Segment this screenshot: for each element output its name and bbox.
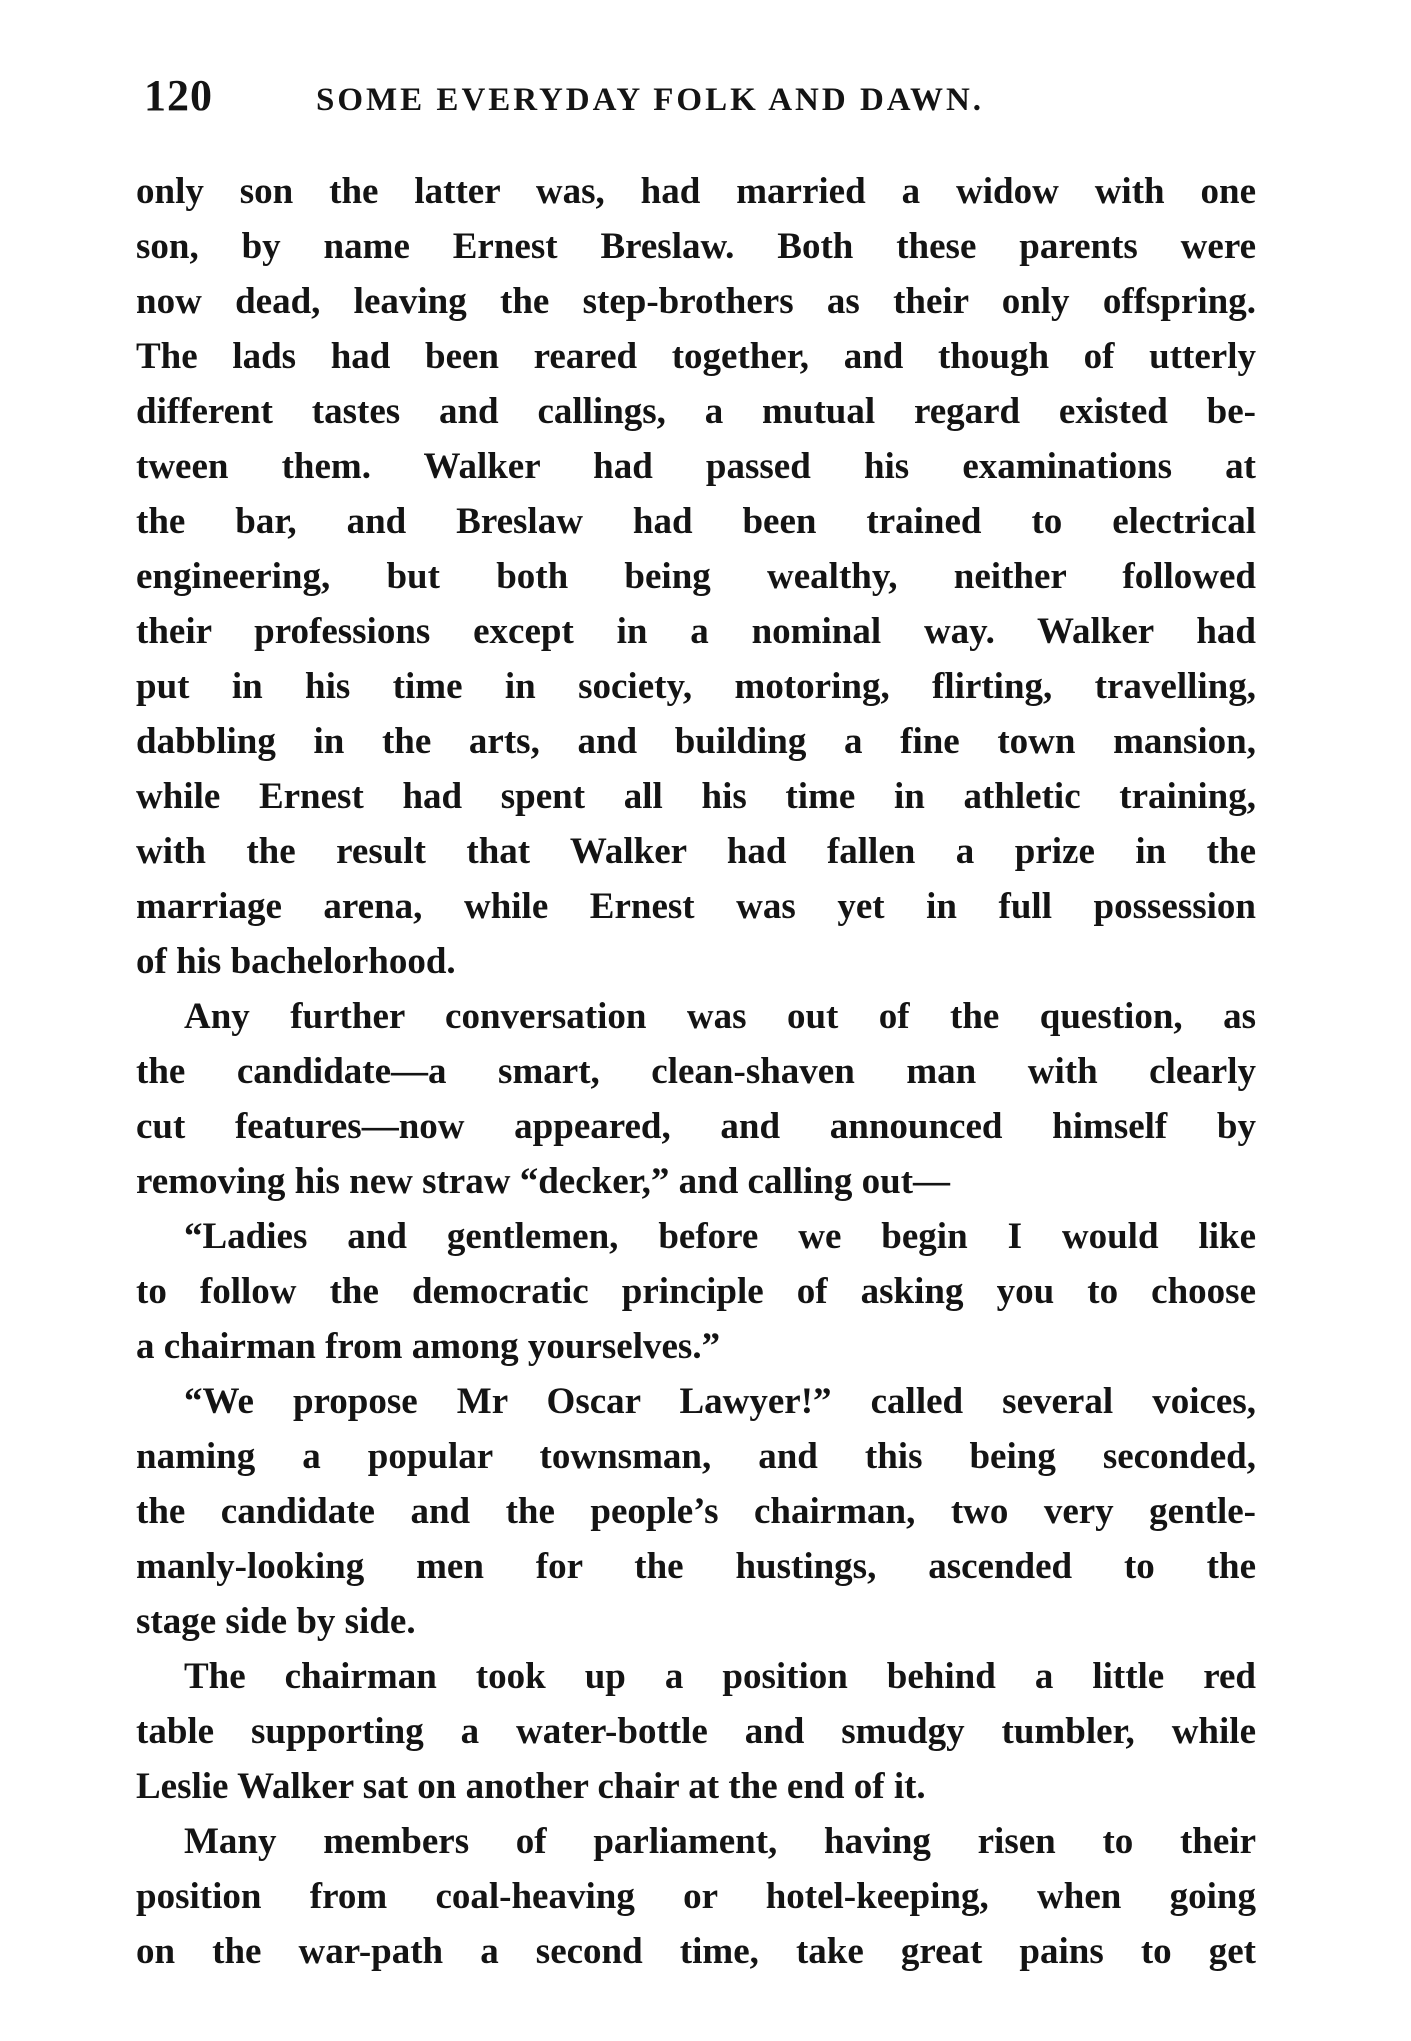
text-line: removing his new straw “decker,” and calling out— xyxy=(136,1161,951,1202)
text-line: the candidate and the people’s chairman, two very gentle- xyxy=(136,1491,1256,1532)
text-line: to follow the democratic principle of asking you to choose xyxy=(136,1271,1256,1312)
text-line: dabbling in the arts, and building a fine town mansion, xyxy=(136,721,1256,762)
text-line: marriage arena, while Ernest was yet in full possession xyxy=(136,886,1256,927)
text-line: put in his time in society, motoring, flirting, travelling, xyxy=(136,666,1256,707)
page-number: 120 xyxy=(144,71,213,120)
text-line: Any further conversation was out of the question, as xyxy=(184,996,1256,1037)
text-line: their professions except in a nominal way. Walker had xyxy=(136,611,1256,652)
text-line: table supporting a water-bottle and smudgy tumbler, while xyxy=(136,1711,1256,1752)
text-line: with the result that Walker had fallen a prize in the xyxy=(136,831,1256,872)
body-text xyxy=(136,164,1256,1979)
text-line: of his bachelorhood. xyxy=(136,941,456,982)
text-line: The lads had been reared together, and though of utterly xyxy=(136,336,1256,377)
text-line: engineering, but both being wealthy, neither followed xyxy=(136,556,1256,597)
running-title: SOME EVERYDAY FOLK AND DAWN. xyxy=(316,82,985,118)
text-line: the bar, and Breslaw had been trained to electrical xyxy=(136,501,1256,542)
text-line: on the war-path a second time, take great pains to get xyxy=(136,1931,1256,1972)
text-line: manly-looking men for the hustings, ascended to the xyxy=(136,1546,1256,1587)
text-line: son, by name Ernest Breslaw. Both these parents were xyxy=(136,226,1256,267)
text-line: position from coal-heaving or hotel-keeping, when going xyxy=(136,1876,1256,1917)
text-line: a chairman from among yourselves.” xyxy=(136,1326,721,1367)
text-line: stage side by side. xyxy=(136,1601,416,1642)
text-line: tween them. Walker had passed his examinations at xyxy=(136,446,1256,487)
text-line: Many members of parliament, having risen to their xyxy=(184,1821,1256,1862)
text-line: only son the latter was, had married a widow with one xyxy=(136,171,1256,212)
text-line: “We propose Mr Oscar Lawyer!” called several voices, xyxy=(184,1381,1256,1422)
text-line: The chairman took up a position behind a little red xyxy=(184,1656,1256,1697)
running-head xyxy=(136,66,1256,126)
text-line: Leslie Walker sat on another chair at the end of it. xyxy=(136,1766,926,1807)
text-line: now dead, leaving the step-brothers as their only offspring. xyxy=(136,281,1256,322)
text-line: “Ladies and gentlemen, before we begin I would like xyxy=(184,1216,1256,1257)
text-line: cut features—now appeared, and announced himself by xyxy=(136,1106,1256,1147)
text-line: different tastes and callings, a mutual regard existed be- xyxy=(136,391,1256,432)
text-line: the candidate—a smart, clean-shaven man with clearly xyxy=(136,1051,1256,1092)
text-line: naming a popular townsman, and this being seconded, xyxy=(136,1436,1256,1477)
text-line: while Ernest had spent all his time in athletic training, xyxy=(136,776,1256,817)
